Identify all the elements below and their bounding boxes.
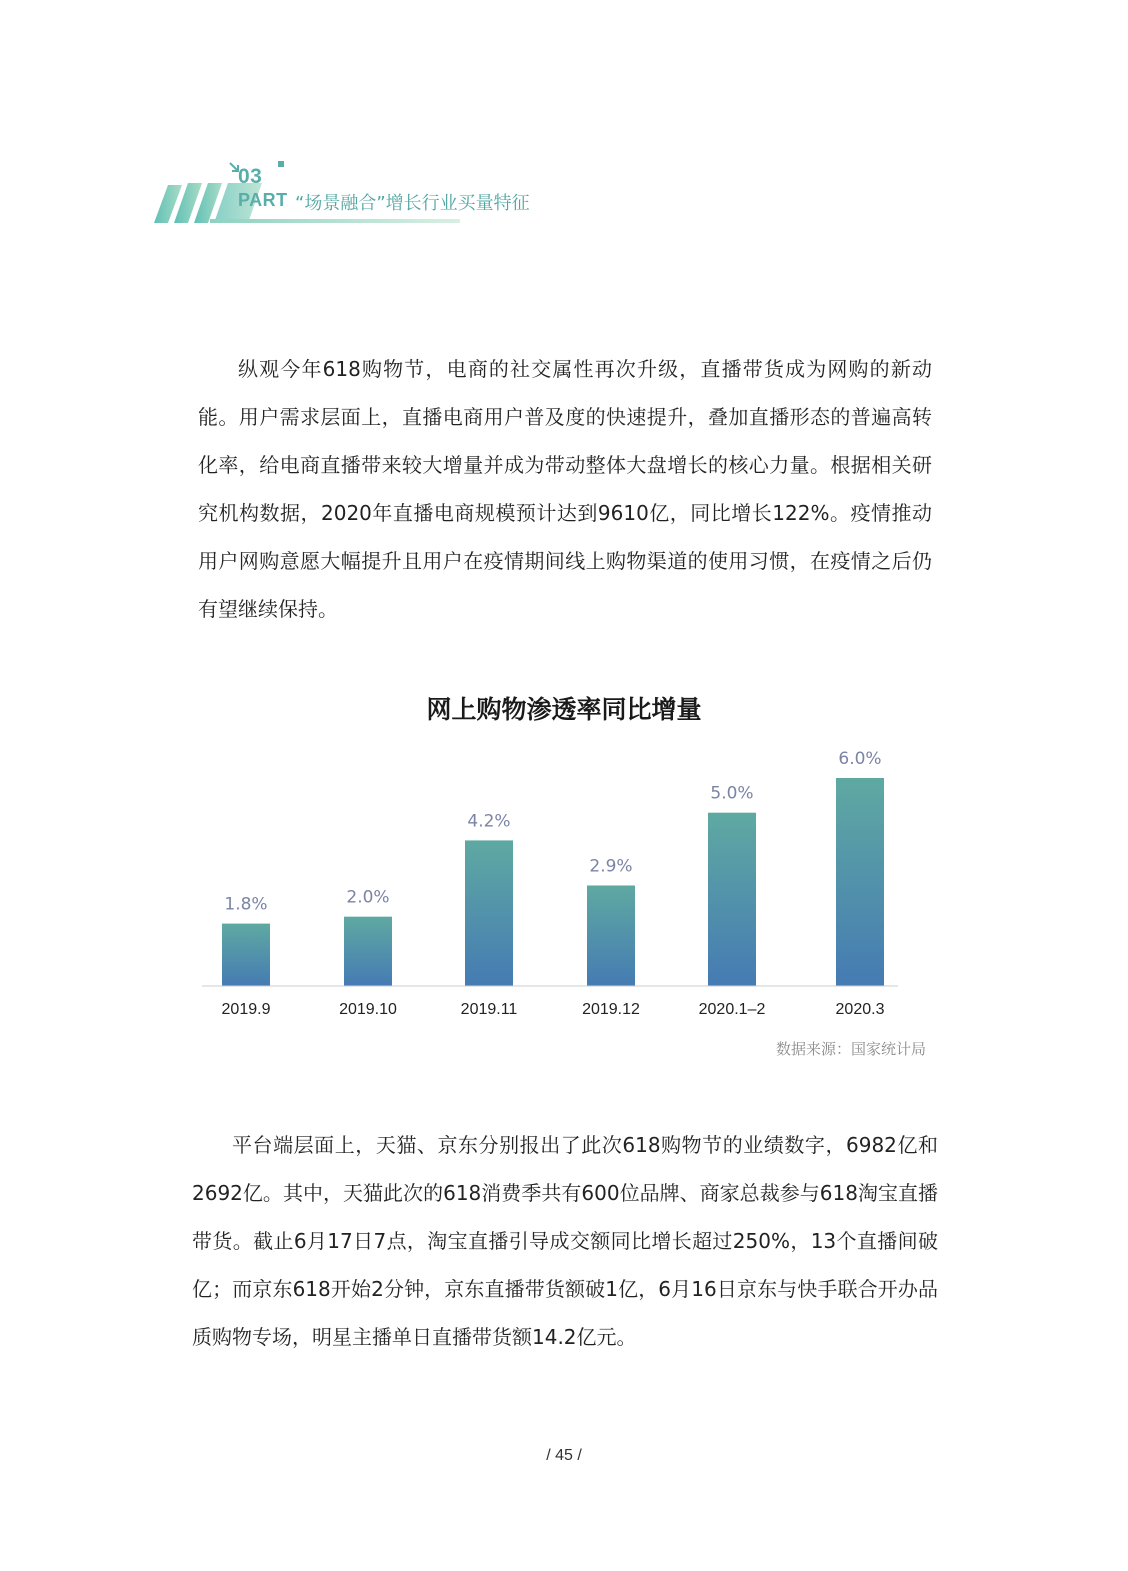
value-label-2020.1-2: 5.0% xyxy=(710,783,754,804)
bar-chart xyxy=(190,738,910,1028)
page-number: / 45 / xyxy=(546,1447,582,1464)
x-tick-label-2019.10: 2019.10 xyxy=(339,1001,397,1018)
source-value: 国家统计局 xyxy=(850,1040,926,1058)
bar-2019.10 xyxy=(344,917,392,986)
body-paragraph-2: 平台端层面上，天猫、京东分别报出了此次618购物节的业绩数字，6982亿和2692亿。其中，天猫此次的618消费季共有600位品牌、商家总裁参与618淘宝直播带货。截止6月17日7点，淘宝直播引导成交额同比增长超过250%，13个直播间破亿；而京东618开始2分钟，京东直播带货额破1亿，6月16日京东与快手联合开办品质购物专场，明星主播单日直播带货额14.2亿元。 xyxy=(192,1133,938,1349)
x-tick-label-2020.3: 2020.3 xyxy=(835,1001,885,1018)
section-header xyxy=(150,155,570,235)
value-label-2019.12: 2.9% xyxy=(589,856,633,877)
body-paragraph-1: 纵观今年618购物节，电商的社交属性再次升级，直播带货成为网购的新动能。用户需求层面上，直播电商用户普及度的快速提升，叠加直播形态的普遍高转化率，给电商直播带来较大增量并成为带动整体大盘增长的核心力量。根据相关研究机构数据，2020年直播电商规模预计达到9610亿，同比增长122%。疫情推动用户网购意愿大幅提升且用户在疫情期间线上购物渠道的使用习惯，在疫情之后仍有望继续保持。 xyxy=(198,357,932,621)
bar-2019.11 xyxy=(465,840,513,986)
value-label-2019.10: 2.0% xyxy=(346,887,390,908)
bar-2020.1-2 xyxy=(708,813,756,986)
x-tick-group xyxy=(222,1001,885,1018)
data-source xyxy=(776,1038,926,1059)
x-tick-label-2019.11: 2019.11 xyxy=(460,1001,518,1018)
chart-title: 网上购物渗透率同比增量 xyxy=(426,695,702,724)
x-tick-label-2019.12: 2019.12 xyxy=(582,1001,640,1018)
value-label-group xyxy=(224,749,881,915)
bar-2019.12 xyxy=(587,885,635,986)
value-label-2020.3: 6.0% xyxy=(838,749,882,769)
bar-group xyxy=(222,778,884,986)
x-tick-label-2019.9: 2019.9 xyxy=(221,1001,271,1018)
source-label: 数据来源： xyxy=(775,1040,851,1058)
part-number: 03 xyxy=(238,165,263,188)
value-label-2019.11: 4.2% xyxy=(467,811,511,832)
section-title: “场景融合”增长行业买量特征 xyxy=(295,193,530,214)
bar-2019.9 xyxy=(222,924,270,986)
x-tick-label-2020.1-2: 2020.1–2 xyxy=(698,1001,766,1018)
bar-2020.3 xyxy=(836,778,884,986)
value-label-2019.9: 1.8% xyxy=(224,894,268,915)
part-label: PART xyxy=(238,190,288,210)
